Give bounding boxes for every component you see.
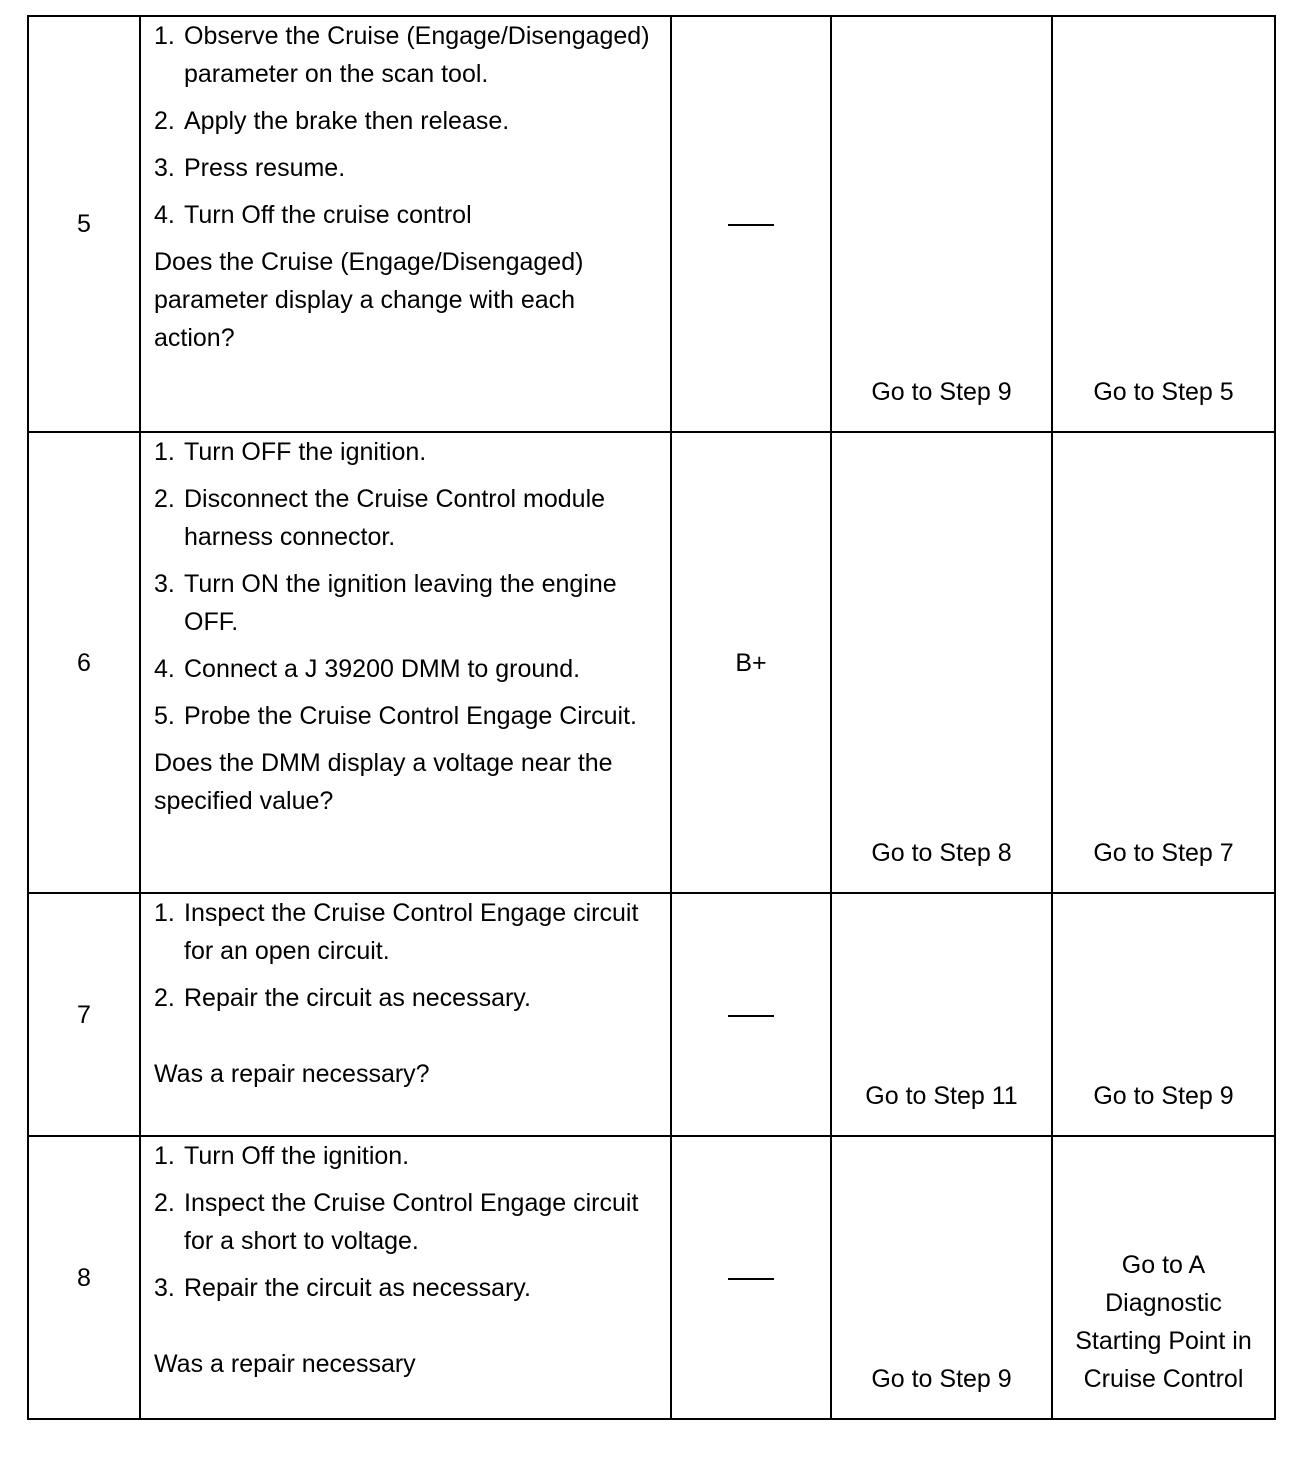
yes-cell: Go to Step 8 <box>831 432 1052 893</box>
diagnostic-table <box>27 15 1276 1420</box>
dash-placeholder <box>728 1278 774 1280</box>
action-cell <box>140 432 671 893</box>
question-text: Was a repair necessary? <box>154 1060 430 1088</box>
list-item: 2. Apply the brake then release. <box>154 102 660 140</box>
yes-cell: Go to Step 11 <box>831 893 1052 1136</box>
action-text: Connect a J 39200 DMM to ground. <box>184 655 581 683</box>
action-text: Probe the Cruise Control Engage Circuit. <box>184 702 638 730</box>
list-item: 1. Turn Off the ignition. <box>154 1137 660 1175</box>
value-cell <box>671 16 831 432</box>
question-text: Does the DMM display a voltage near the specified value? <box>154 749 613 815</box>
value-cell: B+ <box>671 432 831 893</box>
value-cell <box>671 893 831 1136</box>
step-number: 8 <box>28 1136 140 1419</box>
list-item: 4. Connect a J 39200 DMM to ground. <box>154 650 660 688</box>
action-list <box>154 433 660 735</box>
action-cell <box>140 1136 671 1419</box>
action-text: Turn ON the ignition leaving the engine OFF. <box>184 570 617 636</box>
no-cell: Go to Step 5 <box>1052 16 1275 432</box>
list-item: 5. Probe the Cruise Control Engage Circuit. <box>154 697 660 735</box>
dash-placeholder <box>728 1015 774 1017</box>
action-text: Disconnect the Cruise Control module harness connector. <box>184 485 606 551</box>
action-text: Turn Off the ignition. <box>184 1142 410 1170</box>
list-item: 2. Repair the circuit as necessary. <box>154 979 660 1017</box>
list-item: 3. Press resume. <box>154 149 660 187</box>
no-cell: Go to Step 7 <box>1052 432 1275 893</box>
no-cell: Go to Step 9 <box>1052 893 1275 1136</box>
table-row <box>28 1136 1275 1419</box>
action-text: Inspect the Cruise Control Engage circuit for a short to voltage. <box>184 1189 639 1255</box>
yes-cell: Go to Step 9 <box>831 1136 1052 1419</box>
table-row <box>28 16 1275 432</box>
step-number: 6 <box>28 432 140 893</box>
table-row <box>28 893 1275 1136</box>
action-text: Apply the brake then release. <box>184 107 510 135</box>
list-item: 2. Inspect the Cruise Control Engage circuit for a short to voltage. <box>154 1184 660 1260</box>
action-cell <box>140 893 671 1136</box>
action-text: Inspect the Cruise Control Engage circuit for an open circuit. <box>184 899 639 965</box>
step-number: 5 <box>28 16 140 432</box>
list-item: 2. Disconnect the Cruise Control module harness connector. <box>154 480 660 556</box>
action-text: Turn Off the cruise control <box>184 201 472 229</box>
no-cell <box>1052 1136 1275 1419</box>
action-text: Press resume. <box>184 154 346 182</box>
list-item: 3. Repair the circuit as necessary. <box>154 1269 660 1307</box>
table-row <box>28 432 1275 893</box>
action-text: Repair the circuit as necessary. <box>184 1274 531 1302</box>
step-number: 7 <box>28 893 140 1136</box>
action-text: Repair the circuit as necessary. <box>184 984 531 1012</box>
yes-cell: Go to Step 9 <box>831 16 1052 432</box>
action-text: Turn OFF the ignition. <box>184 438 427 466</box>
question-text: Does the Cruise (Engage/Disengaged) parameter display a change with each action? <box>154 248 584 352</box>
dash-placeholder <box>728 224 774 226</box>
no-cell-text: Go to A Diagnostic Starting Point in Cruise Control <box>1075 1251 1252 1393</box>
list-item: 4. Turn Off the cruise control <box>154 196 660 234</box>
action-list <box>154 894 660 1017</box>
value-cell <box>671 1136 831 1419</box>
list-item: 1. Turn OFF the ignition. <box>154 433 660 471</box>
list-item: 1. Inspect the Cruise Control Engage circuit for an open circuit. <box>154 894 660 970</box>
action-text: Observe the Cruise (Engage/Disengaged) parameter on the scan tool. <box>184 22 650 88</box>
action-list <box>154 17 660 234</box>
action-list <box>154 1137 660 1307</box>
action-cell <box>140 16 671 432</box>
question-text: Was a repair necessary <box>154 1350 416 1378</box>
list-item: 3. Turn ON the ignition leaving the engine OFF. <box>154 565 660 641</box>
list-item: 1. Observe the Cruise (Engage/Disengaged) parameter on the scan tool. <box>154 17 660 93</box>
